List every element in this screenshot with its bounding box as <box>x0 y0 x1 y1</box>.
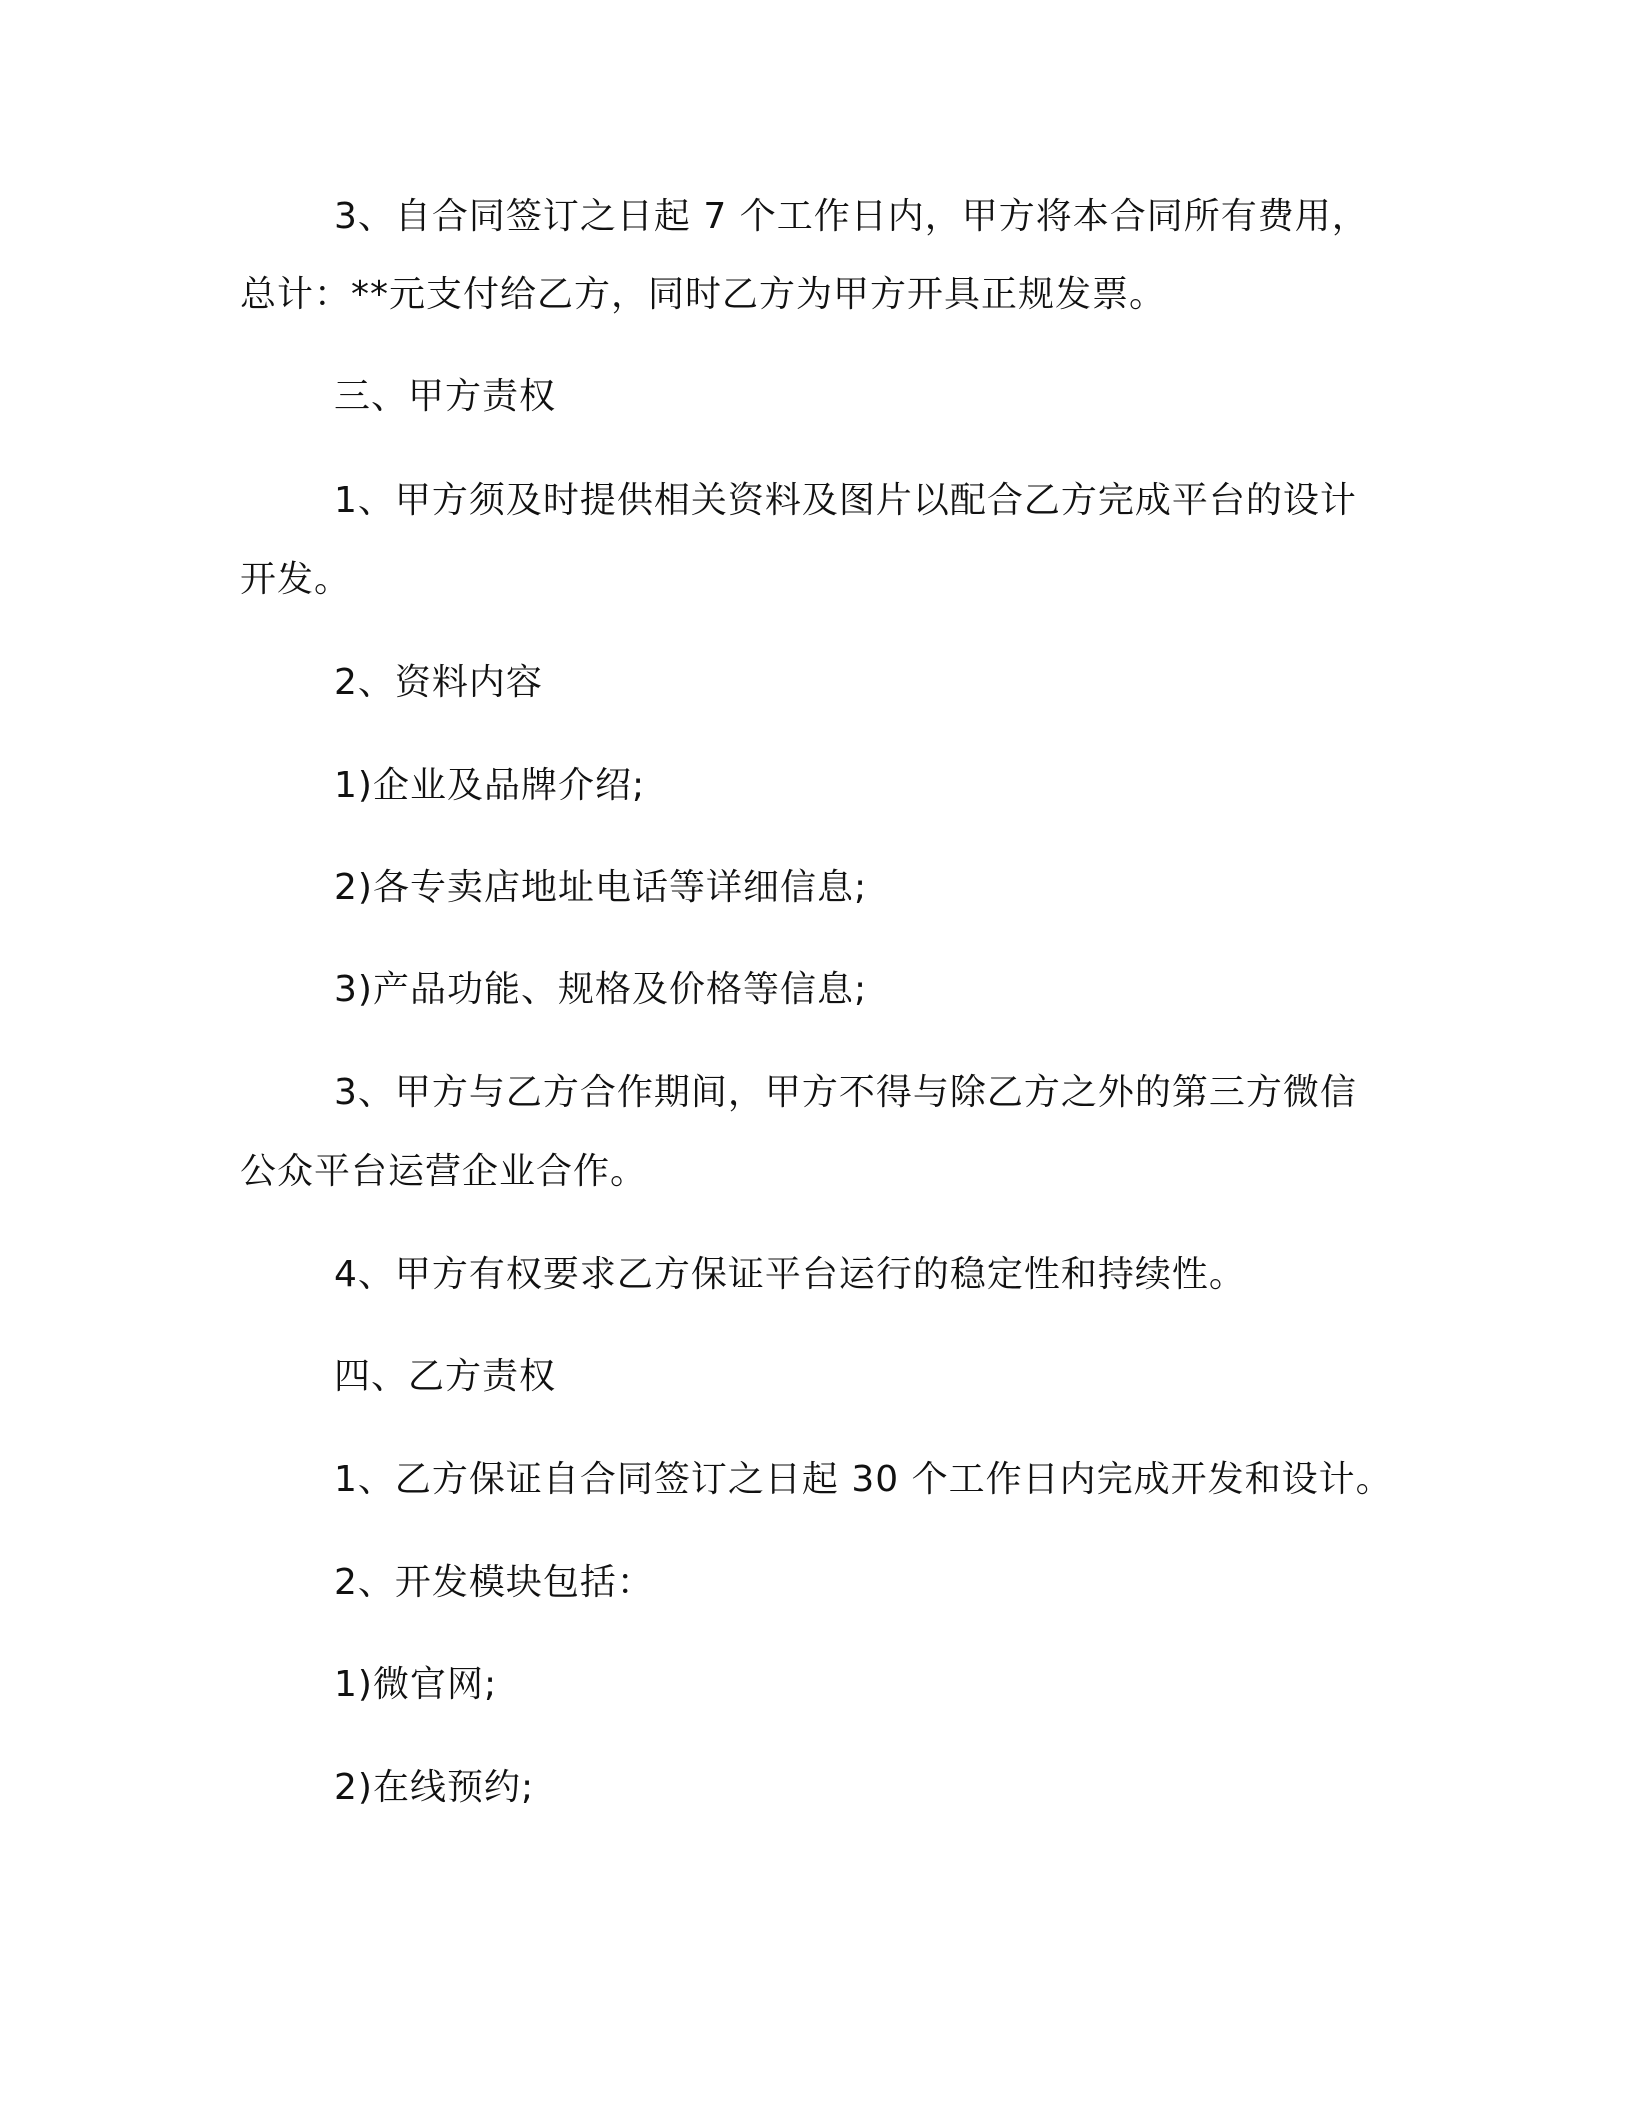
party-a-clause-3-line-1: 3、甲方与乙方合作期间，甲方不得与除乙方之外的第三方微信 <box>334 1072 1357 1113</box>
materials-item-1: 1)企业及品牌介绍; <box>334 765 646 806</box>
section-heading-party-b: 四、乙方责权 <box>334 1356 557 1397</box>
party-a-clause-4: 4、甲方有权要求乙方保证平台运行的稳定性和持续性。 <box>334 1254 1246 1295</box>
modules-item-1: 1)微官网; <box>334 1664 498 1705</box>
modules-item-2: 2)在线预约; <box>334 1767 535 1808</box>
clause-3-payment-line-1: 3、自合同签订之日起 7 个工作日内，甲方将本合同所有费用， <box>334 196 1369 237</box>
party-a-clause-2: 2、资料内容 <box>334 662 543 703</box>
party-b-clause-2: 2、开发模块包括： <box>334 1562 654 1603</box>
materials-item-2: 2)各专卖店地址电话等详细信息; <box>334 867 868 908</box>
party-a-clause-3-line-2: 公众平台运营企业合作。 <box>240 1151 648 1192</box>
party-a-clause-1-line-1: 1、甲方须及时提供相关资料及图片以配合乙方完成平台的设计 <box>334 480 1357 521</box>
section-heading-party-a: 三、甲方责权 <box>334 376 557 417</box>
clause-3-payment-line-2: 总计：**元支付给乙方，同时乙方为甲方开具正规发票。 <box>240 274 1167 315</box>
materials-item-3: 3)产品功能、规格及价格等信息; <box>334 969 868 1010</box>
party-a-clause-1-line-2: 开发。 <box>240 559 352 600</box>
party-b-clause-1: 1、乙方保证自合同签订之日起 30 个工作日内完成开发和设计。 <box>334 1459 1393 1500</box>
